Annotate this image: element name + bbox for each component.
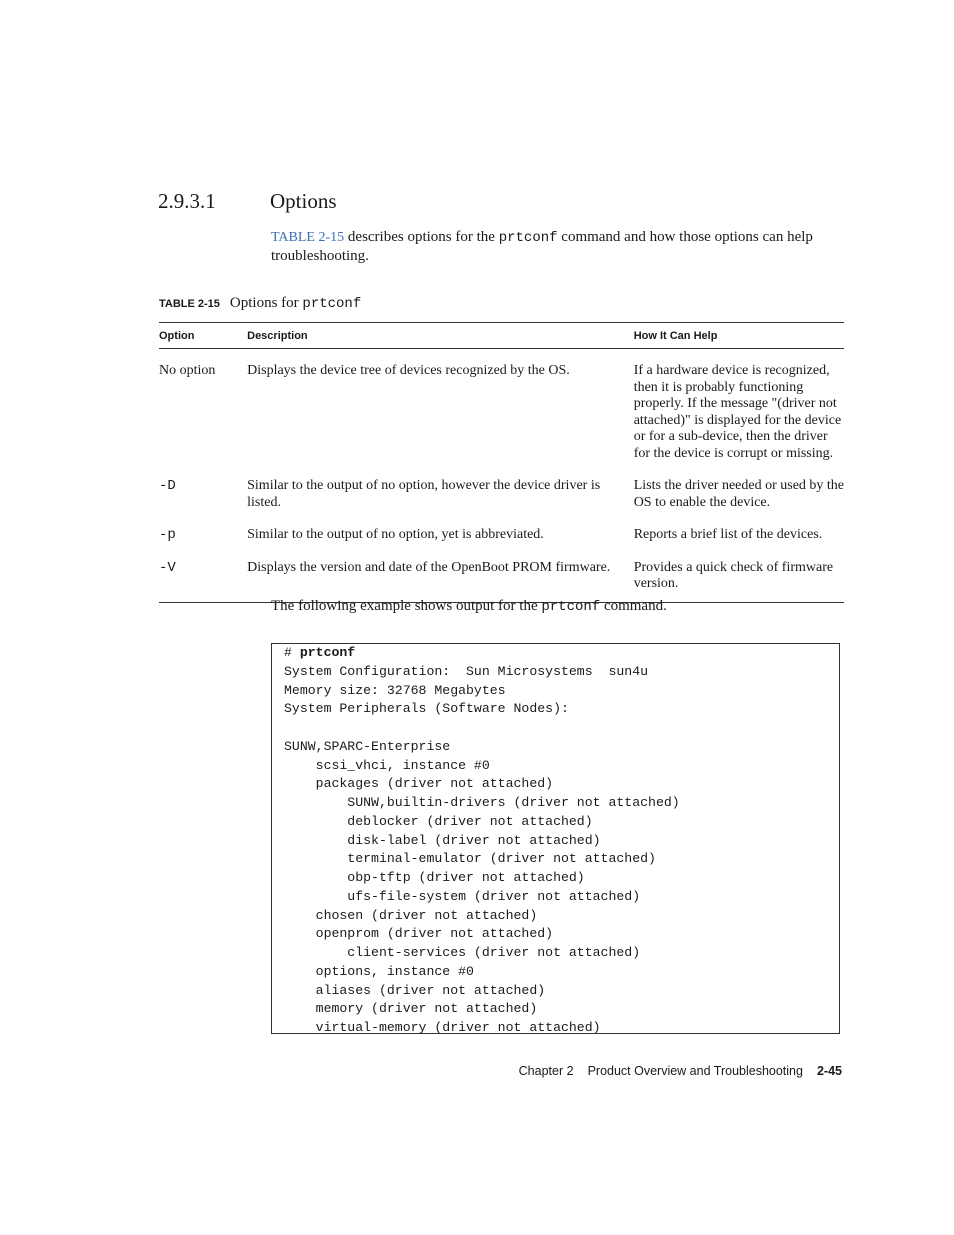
description-cell: Similar to the output of no option, yet is abbreviated. — [247, 527, 544, 542]
header-option: Option — [159, 323, 247, 349]
intro-text-1: describes options for the — [344, 229, 499, 245]
page-footer — [519, 1064, 842, 1078]
code-prompt-line — [284, 644, 839, 663]
help-cell: Reports a brief list of the devices. — [633, 527, 823, 542]
code-line: deblocker (driver not attached) — [284, 813, 593, 829]
description-cell: Displays the version and date of the OpenBoot PROM firmware. — [247, 559, 611, 575]
option-cell: -p — [159, 527, 176, 543]
help-cell: Provides a quick check of firmware version. — [633, 559, 834, 591]
code-command: prtconf — [299, 645, 356, 660]
description-cell: Displays the device tree of devices recognized by the OS. — [247, 363, 570, 378]
footer-page-number: 2-45 — [816, 1064, 842, 1078]
example-text-1: The following example shows output for the — [271, 598, 542, 614]
code-line: scsi_vhci, instance #0 — [284, 757, 490, 773]
code-line: Memory size: 32768 Megabytes — [284, 682, 506, 698]
header-how-it-can-help: How It Can Help — [634, 323, 844, 349]
option-cell: -V — [159, 559, 176, 576]
intro-paragraph — [271, 228, 841, 265]
table-row — [159, 520, 844, 553]
options-table — [159, 322, 844, 603]
help-cell: Lists the driver needed or used by the OS to enable the device. — [633, 478, 845, 510]
footer-title: Product Overview and Troubleshooting — [587, 1064, 803, 1078]
description-cell: Similar to the output of no option, however the device driver is listed. — [247, 478, 601, 510]
help-cell: If a hardware device is recognized, then it is probably functioning properly. If the message "(driver not attached)" is displayed for the device or for a sub-device, then the driver for the device is corrupt or missing. — [633, 363, 842, 461]
table-caption — [159, 295, 361, 312]
example-paragraph — [271, 598, 667, 615]
code-line: obp-tftp (driver not attached) — [284, 870, 585, 885]
section-number: 2.9.3.1 — [158, 189, 216, 213]
code-line: System Configuration: Sun Microsystems sun4u — [284, 663, 649, 679]
section-title: Options — [270, 189, 337, 213]
code-line: chosen (driver not attached) — [284, 907, 538, 923]
intro-text-2: command and how those options can help troubleshooting. — [271, 229, 813, 264]
table-caption-label: TABLE 2-15 — [159, 298, 220, 310]
code-line: disk-label (driver not attached) — [284, 832, 601, 848]
code-line: System Peripherals (Software Nodes): — [284, 701, 569, 717]
code-line: client-services (driver not attached) — [284, 945, 641, 960]
table-row — [159, 553, 844, 603]
table-row — [159, 349, 844, 472]
table-caption-cmd: prtconf — [302, 296, 362, 312]
table-header-row — [159, 323, 844, 349]
example-cmd: prtconf — [541, 599, 601, 615]
code-line: terminal-emulator (driver not attached) — [284, 851, 656, 867]
code-line: aliases (driver not attached) — [284, 982, 546, 998]
option-cell: -D — [159, 478, 176, 494]
code-line: virtual-memory (driver not attached) — [284, 1020, 601, 1035]
example-text-2: command. — [600, 598, 667, 614]
option-cell: No option — [159, 363, 216, 378]
code-line: ufs-file-system (driver not attached) — [284, 888, 641, 904]
code-line: packages (driver not attached) — [284, 776, 554, 792]
header-description: Description — [247, 323, 634, 349]
code-line: memory (driver not attached) — [284, 1001, 538, 1017]
table-xref-link[interactable]: TABLE 2-15 — [271, 230, 345, 245]
code-line: options, instance #0 — [284, 963, 474, 979]
code-prompt: # — [284, 645, 300, 660]
code-line: openprom (driver not attached) — [284, 926, 554, 942]
intro-cmd: prtconf — [498, 230, 558, 246]
table-caption-text: Options for — [229, 295, 303, 311]
code-example-box — [271, 643, 840, 1034]
footer-chapter: Chapter 2 — [518, 1064, 574, 1078]
code-line — [284, 719, 839, 738]
table-row — [159, 471, 844, 520]
code-line: SUNW,SPARC-Enterprise — [284, 738, 451, 754]
code-line: SUNW,builtin-drivers (driver not attached) — [284, 795, 680, 810]
